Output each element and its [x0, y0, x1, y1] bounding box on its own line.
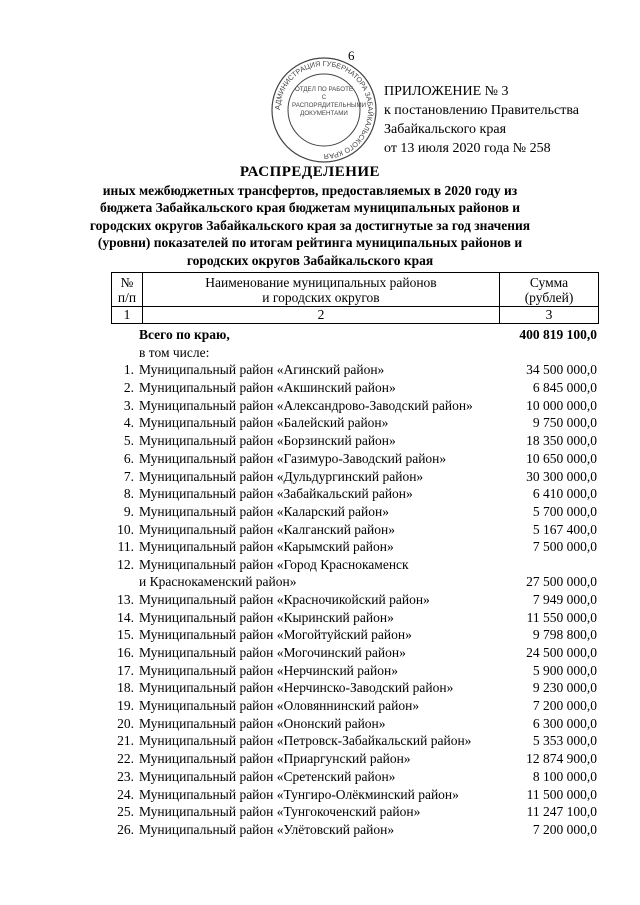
subtotal-caption-row	[111, 344, 597, 362]
row-amount: 27 500 000,0	[526, 573, 597, 589]
table-row	[111, 538, 597, 556]
row-amount: 6 410 000,0	[532, 486, 597, 502]
table-header	[111, 272, 599, 324]
row-amount: 10 650 000,0	[526, 450, 597, 466]
row-number: 6.	[123, 450, 134, 466]
row-amount: 5 900 000,0	[532, 662, 597, 678]
table-row	[111, 697, 597, 715]
including-label: в том числе:	[139, 344, 210, 360]
page-number: 6	[348, 48, 355, 63]
row-number: 10.	[117, 521, 134, 537]
table-row	[111, 609, 597, 627]
table-row	[111, 379, 597, 397]
row-number: 19.	[117, 698, 134, 714]
row-number: 18.	[117, 680, 134, 696]
row-amount: 18 350 000,0	[526, 433, 597, 449]
header-amount-cell	[500, 273, 599, 307]
row-name: Муниципальный район «Забайкальский район»	[139, 486, 413, 502]
row-amount: 7 200 000,0	[532, 821, 597, 837]
table-row	[111, 786, 597, 804]
row-name: Муниципальный район «Красночикойский район»	[139, 591, 430, 607]
row-amount: 5 700 000,0	[532, 503, 597, 519]
table-row	[111, 450, 597, 468]
header-name: Наименование муниципальных районов	[205, 274, 437, 290]
title-line: иных межбюджетных трансфертов, предоставляемых в 2020 году из	[102, 182, 518, 198]
row-amount: 11 500 000,0	[526, 786, 597, 802]
row-name: Муниципальный район «Нерчинский район»	[139, 662, 398, 678]
appendix-number: ПРИЛОЖЕНИЕ № 3	[384, 84, 509, 99]
column-index: 2	[143, 307, 500, 324]
row-number: 3.	[123, 397, 134, 413]
official-stamp	[270, 56, 378, 164]
row-amount: 30 300 000,0	[526, 468, 597, 484]
row-name-continued: и Краснокаменский район»	[139, 573, 297, 589]
title-line: (уровни) показателей по итогам рейтинга муниципальных районов и	[97, 235, 523, 250]
table-row	[111, 732, 597, 750]
table-row	[111, 626, 597, 644]
row-number: 11.	[117, 539, 134, 555]
document-title	[80, 164, 540, 269]
row-amount: 12 874 900,0	[526, 751, 597, 767]
row-number: 25.	[117, 804, 134, 820]
row-number: 24.	[117, 786, 134, 802]
row-name: Муниципальный район «Нерчинско-Заводский район»	[139, 680, 454, 696]
table-row	[111, 397, 597, 415]
row-name: Муниципальный район «Тунгокоченский район»	[139, 804, 421, 820]
title-line: бюджета Забайкальского края бюджетам муниципальных районов и	[99, 200, 521, 215]
appendix-date: от 13 июля 2020 года № 258	[384, 141, 551, 156]
column-index: 3	[500, 307, 599, 324]
table-row	[111, 750, 597, 768]
row-number: 13.	[117, 591, 134, 607]
title-line: городских округов Забайкальского края за достигнутые за год значения	[89, 217, 531, 233]
table-row	[111, 485, 597, 503]
column-index: 1	[112, 307, 143, 324]
title-heading: РАСПРЕДЕЛЕНИЕ	[239, 164, 381, 180]
row-name: Муниципальный район «Петровск-Забайкальский район»	[139, 733, 472, 749]
row-name: Муниципальный район «Оловяннинский район»	[139, 698, 420, 714]
total-label: Всего по краю,	[139, 327, 230, 342]
table-row	[111, 803, 597, 821]
header-name-cell	[143, 273, 500, 307]
row-amount: 8 100 000,0	[532, 768, 597, 784]
table-row	[111, 503, 597, 521]
table-body	[111, 326, 597, 839]
row-name: Муниципальный район «Агинский район»	[139, 362, 385, 378]
row-number: 9.	[123, 503, 134, 519]
row-amount: 7 200 000,0	[532, 698, 597, 714]
row-number: 4.	[123, 415, 134, 431]
row-name: Муниципальный район «Кыринский район»	[139, 609, 394, 625]
table-row	[111, 414, 597, 432]
header-amount-sub: (рублей)	[524, 289, 574, 305]
row-number: 1.	[123, 362, 134, 378]
row-name: Муниципальный район «Карымский район»	[139, 539, 394, 555]
appendix-region: Забайкальского края	[384, 122, 507, 137]
row-amount: 5 353 000,0	[532, 733, 597, 749]
row-name: Муниципальный район «Борзинский район»	[139, 433, 396, 449]
row-name: Муниципальный район «Дульдургинский район»	[139, 468, 424, 484]
row-amount: 11 247 100,0	[526, 804, 597, 820]
row-number: 23.	[117, 768, 134, 784]
row-amount: 10 000 000,0	[526, 397, 597, 413]
row-amount: 6 845 000,0	[532, 380, 597, 396]
total-amount: 400 819 100,0	[519, 327, 597, 342]
table-row	[111, 591, 597, 609]
appendix-header	[384, 82, 579, 158]
row-number: 7.	[123, 468, 134, 484]
row-number: 14.	[117, 609, 134, 625]
row-amount: 9 230 000,0	[532, 680, 597, 696]
table-row	[111, 662, 597, 680]
table-row	[111, 644, 597, 662]
row-name: Муниципальный район «Сретенский район»	[139, 768, 396, 784]
row-name: Муниципальный район «Тунгиро-Олёкминский район»	[139, 786, 459, 802]
row-number: 8.	[123, 486, 134, 502]
row-name: Муниципальный район «Акшинский район»	[139, 380, 396, 396]
row-number: 26.	[117, 821, 134, 837]
table-row	[111, 361, 597, 379]
stamp-outer-text: АДМИНИСТРАЦИЯ ГУБЕРНАТОРА ЗАБАЙКАЛЬСКОГО КРАЯ	[272, 58, 376, 162]
row-name: Муниципальный район «Приаргунский район»	[139, 751, 411, 767]
row-name: Муниципальный район «Ононский район»	[139, 715, 386, 731]
row-number: 17.	[117, 662, 134, 678]
table-row	[111, 821, 597, 839]
row-name: Муниципальный район «Город Краснокаменск	[139, 556, 409, 572]
header-number-cell	[112, 273, 143, 307]
row-number: 5.	[123, 433, 134, 449]
row-name: Муниципальный район «Могойтуйский район»	[139, 627, 412, 643]
row-amount: 6 300 000,0	[532, 715, 597, 731]
table-row	[111, 432, 597, 450]
header-number-sub: п/п	[117, 289, 137, 305]
total-row	[111, 326, 597, 344]
header-name-sub: и городских округов	[262, 289, 380, 305]
header-amount: Сумма	[529, 274, 569, 290]
row-amount: 9 798 800,0	[532, 627, 597, 643]
row-amount: 34 500 000,0	[526, 362, 597, 378]
row-number: 20.	[117, 715, 134, 731]
row-amount: 24 500 000,0	[526, 645, 597, 660]
row-name: Муниципальный район «Улётовский район»	[139, 821, 395, 837]
table-row	[111, 556, 597, 591]
header-number: №	[120, 274, 134, 290]
row-amount: 7 500 000,0	[532, 539, 597, 555]
table-row	[111, 768, 597, 786]
row-name: Муниципальный район «Каларский район»	[139, 503, 389, 519]
row-name: Муниципальный район «Александрово-Заводский район»	[139, 397, 473, 413]
row-name: Муниципальный район «Могочинский район»	[139, 645, 406, 660]
title-line: городских округов Забайкальского края	[186, 252, 434, 268]
row-number: 15.	[117, 627, 134, 643]
row-number: 22.	[117, 751, 134, 767]
row-amount: 5 167 400,0	[532, 521, 597, 537]
row-number: 16.	[117, 645, 134, 660]
row-number: 12.	[117, 556, 134, 572]
table-row	[111, 715, 597, 733]
row-number: 21.	[117, 733, 134, 749]
table-row	[111, 468, 597, 486]
row-amount: 9 750 000,0	[532, 415, 597, 431]
row-amount: 7 949 000,0	[532, 591, 597, 607]
table-row	[111, 679, 597, 697]
row-name: Муниципальный район «Газимуро-Заводский район»	[139, 450, 447, 466]
row-name: Муниципальный район «Балейский район»	[139, 415, 389, 431]
table-row	[111, 521, 597, 539]
appendix-reference: к постановлению Правительства	[384, 103, 580, 118]
stamp-inner-text: ОТДЕЛ ПО РАБОТЕ С РАСПОРЯДИТЕЛЬНЫМИ ДОКУМЕНТАМИ	[292, 86, 367, 117]
row-number: 2.	[123, 380, 134, 396]
row-amount: 11 550 000,0	[526, 609, 597, 625]
row-name: Муниципальный район «Калганский район»	[139, 521, 395, 537]
